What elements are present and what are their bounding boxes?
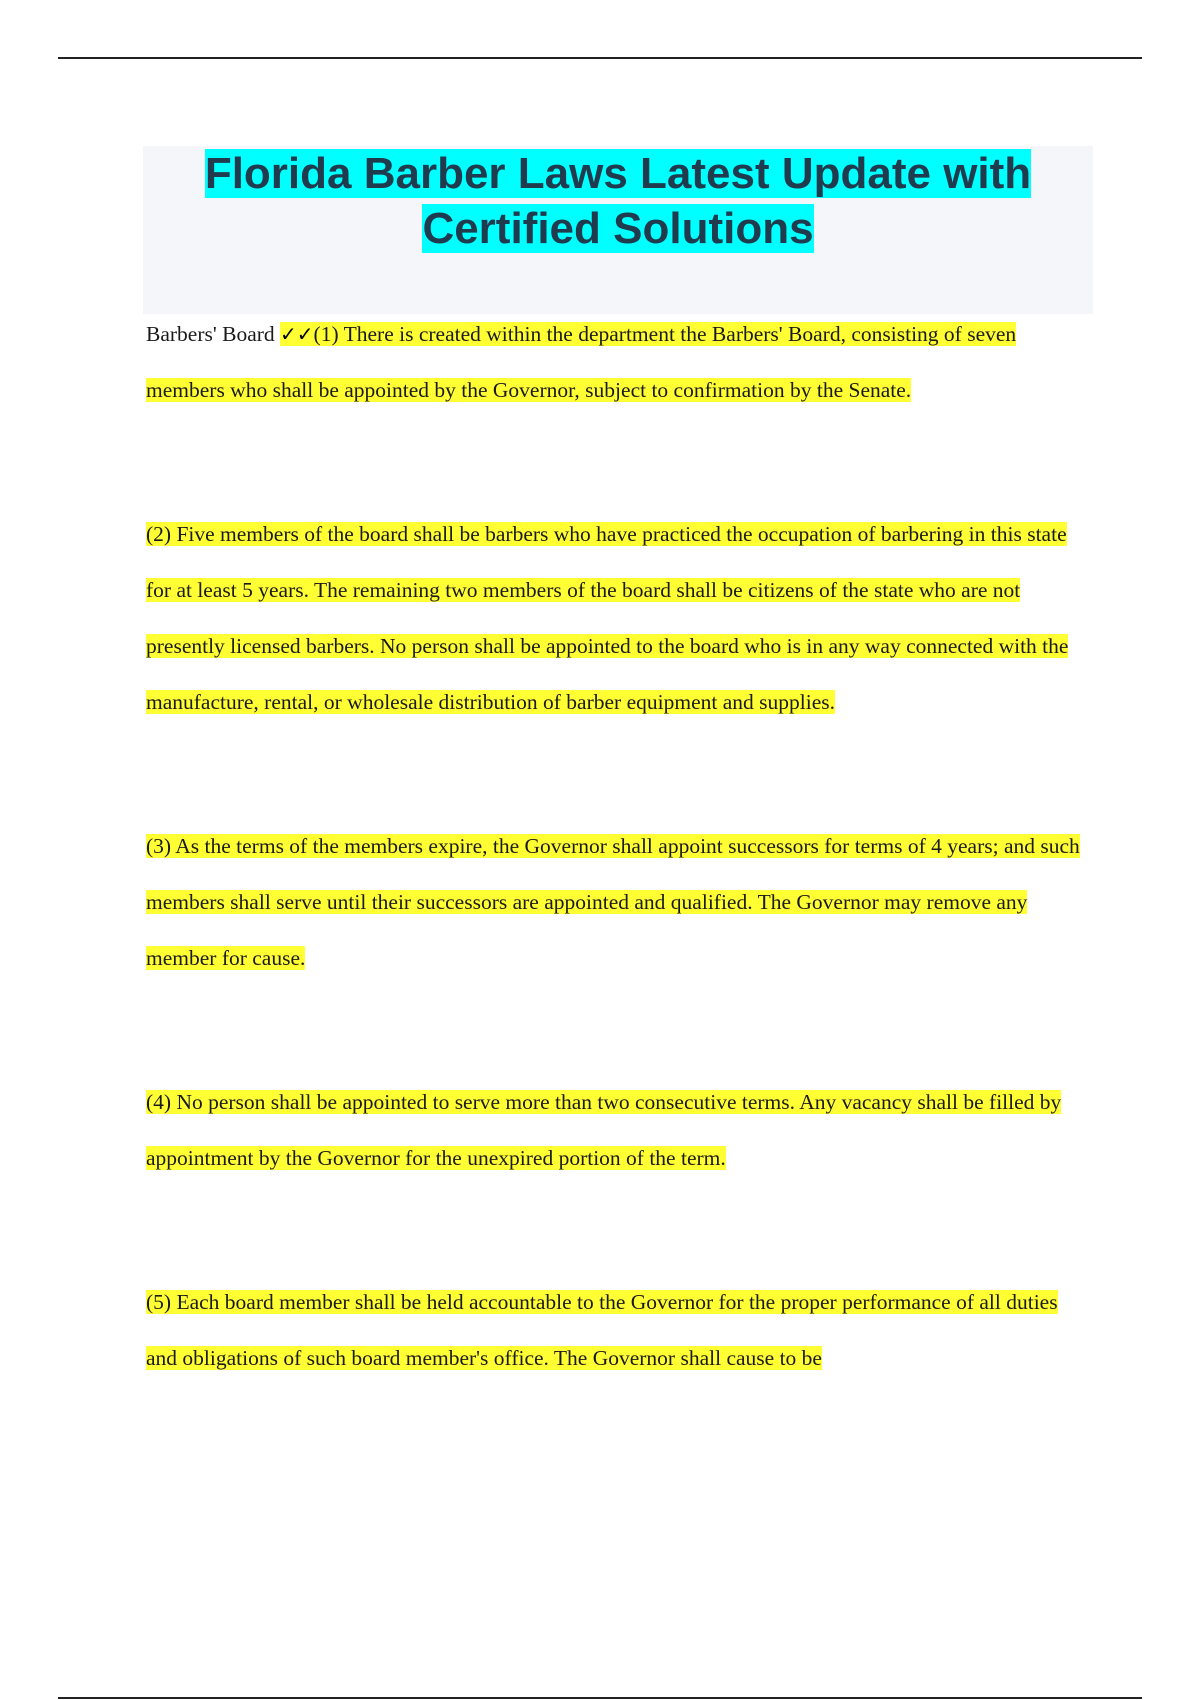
paragraph-5: [146, 1274, 1081, 1386]
title-block: [143, 146, 1093, 314]
document-title-text: Florida Barber Laws Latest Update with Certified Solutions: [204, 149, 1032, 253]
paragraph-text-3: (3) As the terms of the members expire, the Governor shall appoint successors for terms of 4 years; and such members shall serve until their successors are appointed and qualified. The Governor may remove any member for cause.: [146, 834, 1080, 970]
paragraph-1: [146, 306, 1081, 418]
term-label: Barbers' Board: [146, 322, 275, 346]
paragraph-4: [146, 1074, 1081, 1186]
paragraph-text-4: (4) No person shall be appointed to serve more than two consecutive terms. Any vacancy shall be filled by appointment by the Governor for the unexpired portion of the term.: [146, 1090, 1062, 1170]
bottom-rule: [58, 1697, 1142, 1699]
paragraph-text-5: (5) Each board member shall be held accountable to the Governor for the proper performance of all duties and obligations of such board member's office. The Governor shall cause to be: [146, 1290, 1058, 1370]
top-rule: [58, 57, 1142, 59]
paragraph-2: [146, 506, 1081, 730]
paragraph-3: [146, 818, 1081, 986]
document-body: [146, 306, 1081, 1386]
check-marks-icon: ✓✓: [280, 322, 314, 346]
document-title: [143, 146, 1093, 256]
paragraph-text-2: (2) Five members of the board shall be barbers who have practiced the occupation of barbering in this state for at least 5 years. The remaining two members of the board shall be citizens of the state who are not presently licensed barbers. No person shall be appointed to the board who is in any way connected with the manufacture, rental, or wholesale distribution of barber equipment and supplies.: [146, 522, 1069, 714]
paragraph-text-1: (1) There is created within the department the Barbers' Board, consisting of seven members who shall be appointed by the Governor, subject to confirmation by the Senate.: [146, 322, 1017, 402]
